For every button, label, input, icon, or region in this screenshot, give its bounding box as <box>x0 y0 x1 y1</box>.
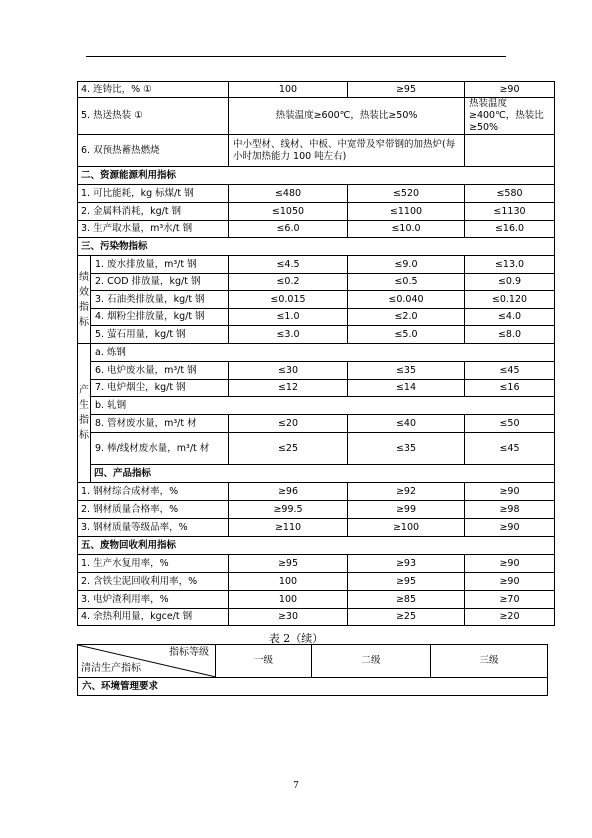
table-row <box>78 362 555 380</box>
level1-value: ≤12 <box>229 380 348 397</box>
level3-value: ≤50 <box>465 415 555 433</box>
section-title: 三、污染物指标 <box>78 238 555 256</box>
level2-value: ≥99 <box>348 501 465 519</box>
level1-value: ≥30 <box>229 609 348 626</box>
level1-value: 100 <box>229 573 348 591</box>
subsection-title: b. 轧钢 <box>91 397 555 415</box>
table-row <box>78 135 555 167</box>
level3-value: ≤45 <box>465 433 555 465</box>
section-title: 四、产品指标 <box>91 465 555 483</box>
level-two-header: 二级 <box>312 645 431 678</box>
table-row <box>78 609 555 626</box>
row-label: 2. COD 排放量，kg/t 钢 <box>91 274 229 291</box>
level3-value: ≤16 <box>465 380 555 397</box>
row-label: 4. 余热利用量，kgce/t 钢 <box>78 609 229 626</box>
section-row <box>78 238 555 256</box>
row-label: 1. 生产水复用率，% <box>78 555 229 573</box>
level1-value: ≥96 <box>229 483 348 501</box>
level1-value: ≥95 <box>229 555 348 573</box>
level3-value: ≤13.0 <box>465 256 555 274</box>
level1-value: 100 <box>229 82 348 98</box>
subsection-title: a. 炼钢 <box>91 344 555 362</box>
level2-value: ≤10.0 <box>348 221 465 238</box>
row-label: 1. 可比能耗，kg 标煤/t 钢 <box>78 185 229 203</box>
level2-value: ≥85 <box>348 591 465 609</box>
level3-value: ≤8.0 <box>465 326 555 344</box>
level2-value: ≤2.0 <box>348 309 465 326</box>
section-title: 五、废物回收利用指标 <box>78 537 555 555</box>
table-row <box>78 380 555 397</box>
level3-value: ≤580 <box>465 185 555 203</box>
level1-value: ≤3.0 <box>229 326 348 344</box>
table-row <box>78 221 555 238</box>
level2-value: ≥95 <box>348 82 465 98</box>
level1-value: ≤6.0 <box>229 221 348 238</box>
level2-value: ≤0.5 <box>348 274 465 291</box>
level3-value: ≥90 <box>465 573 555 591</box>
production-indicator-label: 产 生 指 标 <box>78 344 91 483</box>
row-label: 4. 连铸比，% ① <box>78 82 229 98</box>
level2-value: ≤35 <box>348 362 465 380</box>
level3-value: 热装温度≥400℃，热装比≥50% <box>465 98 555 135</box>
level1-value: ≤1.0 <box>229 309 348 326</box>
level2-value: ≤1100 <box>348 203 465 221</box>
row-label: 2. 金属料消耗，kg/t 钢 <box>78 203 229 221</box>
section-row <box>78 465 555 483</box>
page-number: 7 <box>293 781 299 791</box>
level3-value: ≥90 <box>465 82 555 98</box>
level2-value: ≤40 <box>348 415 465 433</box>
table-row <box>78 256 555 274</box>
table-row <box>78 274 555 291</box>
row-label: 3. 电炉渣利用率，% <box>78 591 229 609</box>
level2-value: ≥100 <box>348 519 465 537</box>
row-label: 3. 钢材质量等级品率，% <box>78 519 229 537</box>
level1-value: ≤0.2 <box>229 274 348 291</box>
section-row <box>78 678 548 696</box>
level1-value: 100 <box>229 591 348 609</box>
level1-value: ≤25 <box>229 433 348 465</box>
header-row <box>78 645 548 678</box>
level-three-header: 三级 <box>431 645 548 678</box>
level2-value: ≤0.040 <box>348 291 465 309</box>
table-row <box>78 185 555 203</box>
level3-value: ≥98 <box>465 501 555 519</box>
level3-value: ≤0.120 <box>465 291 555 309</box>
level3-value: ≥90 <box>465 483 555 501</box>
row-label: 1. 钢材综合成材率，% <box>78 483 229 501</box>
level2-value: ≥95 <box>348 573 465 591</box>
section-row <box>78 537 555 555</box>
level3-value: ≥90 <box>465 555 555 573</box>
row-label: 3. 生产取水量，m³水/t 钢 <box>78 221 229 238</box>
table-row <box>78 309 555 326</box>
table-row <box>78 501 555 519</box>
level1-value: ≤30 <box>229 362 348 380</box>
level-one-header: 一级 <box>216 645 312 678</box>
table-row <box>78 555 555 573</box>
level2-value: ≥92 <box>348 483 465 501</box>
table-row <box>78 573 555 591</box>
level3-value: ≥20 <box>465 609 555 626</box>
level3-value <box>465 135 555 167</box>
level1-value: ≤0.015 <box>229 291 348 309</box>
table-row <box>78 519 555 537</box>
row-label: 6. 电炉废水量，m³/t 钢 <box>91 362 229 380</box>
level2-value: ≤5.0 <box>348 326 465 344</box>
table-row <box>78 326 555 344</box>
section-title: 六、环境管理要求 <box>78 678 548 696</box>
diagonal-header-cell <box>78 645 216 678</box>
level1-value: ≤4.5 <box>229 256 348 274</box>
row-label: 5. 萤石用量，kg/t 钢 <box>91 326 229 344</box>
level1-value: ≥110 <box>229 519 348 537</box>
row-label: 2. 钢材质量合格率，% <box>78 501 229 519</box>
row-label: 8. 管材废水量，m³/t 材 <box>91 415 229 433</box>
level2-value: ≥25 <box>348 609 465 626</box>
subsection-row <box>78 397 555 415</box>
level1-value: ≥99.5 <box>229 501 348 519</box>
row-label: 1. 废水排放量，m³/t 钢 <box>91 256 229 274</box>
level3-value: ≤45 <box>465 362 555 380</box>
level1-value: ≤480 <box>229 185 348 203</box>
row-label: 3. 石油类排放量，kg/t 钢 <box>91 291 229 309</box>
level3-value: ≥70 <box>465 591 555 609</box>
level12-value: 中小型材、线材、中板、中宽带及窄带钢的加热炉(每小时加热能力 100 吨左右) <box>229 135 465 167</box>
level2-value: ≤35 <box>348 433 465 465</box>
table-row <box>78 415 555 433</box>
indicator-table <box>77 81 555 626</box>
level3-value: ≤1130 <box>465 203 555 221</box>
level3-value: ≤4.0 <box>465 309 555 326</box>
subsection-row <box>78 344 555 362</box>
row-label: 2. 含铁尘泥回收利用率，% <box>78 573 229 591</box>
level2-value: ≤520 <box>348 185 465 203</box>
level2-value: ≥93 <box>348 555 465 573</box>
environment-table <box>77 644 548 696</box>
table-row <box>78 203 555 221</box>
level3-value: ≤0.9 <box>465 274 555 291</box>
header-indicator-label: 清洁生产指标 <box>81 663 141 674</box>
row-label: 5. 热送热装 ① <box>78 98 229 135</box>
row-label: 9. 棒/线材废水量，m³/t 材 <box>91 433 229 465</box>
header-rule <box>86 56 506 57</box>
table-row <box>78 433 555 465</box>
level2-value: ≤9.0 <box>348 256 465 274</box>
row-label: 6. 双预热蓄热燃烧 <box>78 135 229 167</box>
level12-value: 热装温度≥600℃，热装比≥50% <box>229 98 465 135</box>
performance-indicator-label: 绩 效 指 标 <box>78 256 91 344</box>
table-row <box>78 483 555 501</box>
row-label: 7. 电炉烟尘，kg/t 钢 <box>91 380 229 397</box>
row-label: 4. 烟粉尘排放量，kg/t 钢 <box>91 309 229 326</box>
section-row <box>78 167 555 185</box>
table-row <box>78 98 555 135</box>
level3-value: ≥90 <box>465 519 555 537</box>
table-row <box>78 591 555 609</box>
level2-value: ≤14 <box>348 380 465 397</box>
level1-value: ≤1050 <box>229 203 348 221</box>
table-row <box>78 82 555 98</box>
level1-value: ≤20 <box>229 415 348 433</box>
level3-value: ≤16.0 <box>465 221 555 238</box>
header-level-label: 指标等级 <box>169 647 209 658</box>
table-row <box>78 291 555 309</box>
section-title: 二、资源能源利用指标 <box>78 167 555 185</box>
table-caption: 表 2（续） <box>268 632 324 645</box>
